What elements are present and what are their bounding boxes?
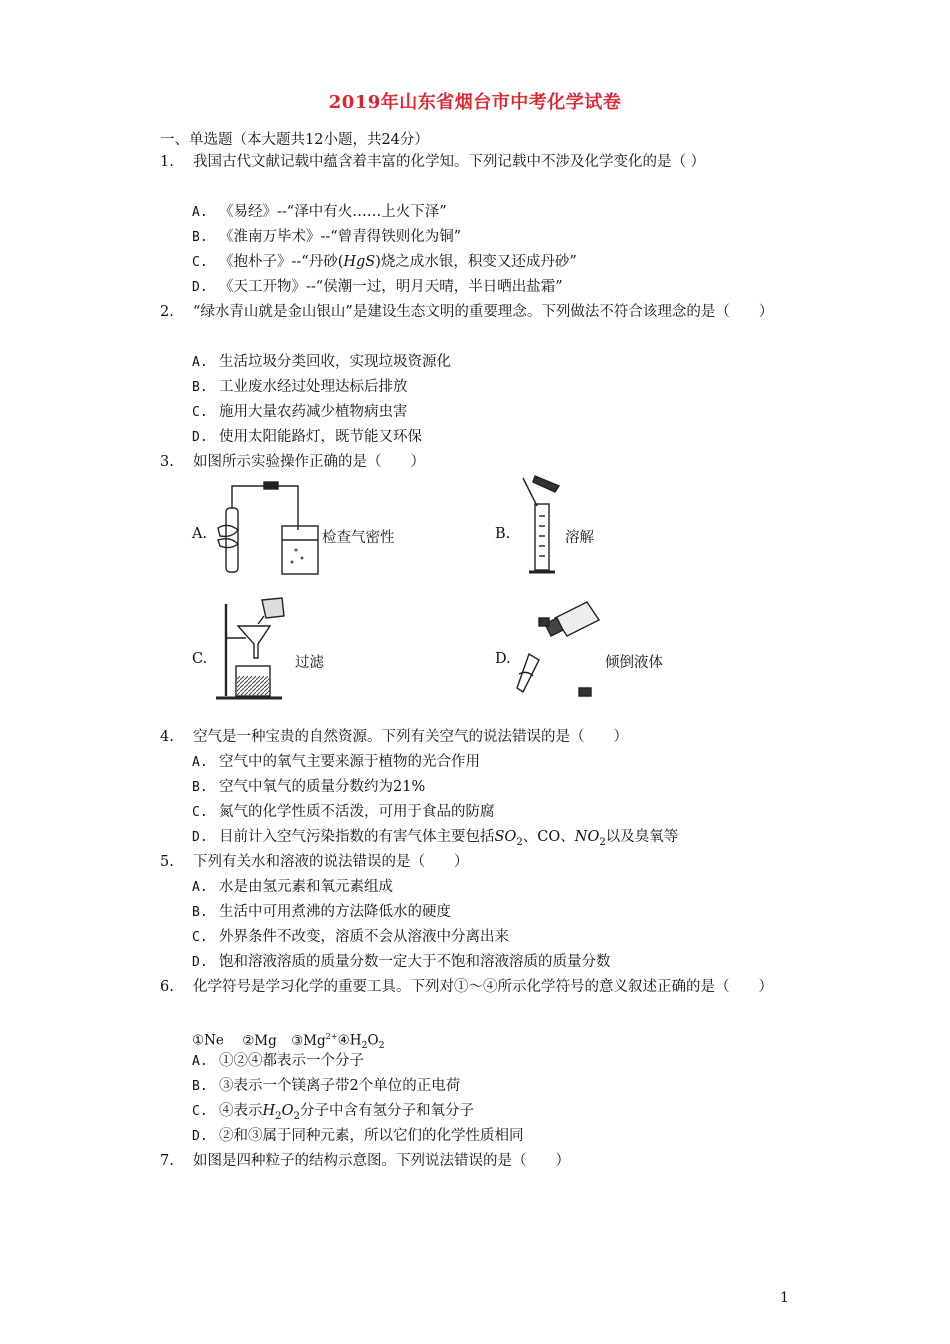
option-label: D. bbox=[192, 1129, 208, 1144]
question-3 bbox=[160, 450, 800, 475]
option-text: 《易经》--“泽中有火……上火下泽” bbox=[219, 204, 447, 220]
option-text: 分子中含有氢分子和氧分子 bbox=[299, 1103, 474, 1119]
symbol-subscript: 2 bbox=[378, 1040, 385, 1052]
option-text: 《淮南万毕术》--“曾青得铁则化为铜” bbox=[219, 229, 462, 245]
formula-o: O bbox=[281, 1103, 294, 1119]
option-text: 施用大量农药减少植物病虫害 bbox=[219, 404, 408, 420]
airtightness-check-figure bbox=[212, 480, 320, 580]
question-number: 4. bbox=[160, 729, 174, 745]
page-number: 1 bbox=[780, 1290, 789, 1306]
option-text: 空气中氧气的质量分数约为 bbox=[219, 779, 393, 795]
question-7 bbox=[160, 1149, 800, 1174]
option-text: )烧之成水银，积变又还成丹砂” bbox=[375, 254, 577, 270]
option-2b bbox=[192, 375, 408, 400]
option-4c bbox=[192, 800, 495, 825]
option-label: B. bbox=[192, 380, 208, 395]
section-heading: 一、单选题（本大题共12小题，共24分） bbox=[160, 132, 429, 148]
percent-value: 21% bbox=[393, 779, 426, 795]
option-text: 、CO、 bbox=[522, 829, 575, 845]
question-text: 下列有关水和溶液的说法错误的是（ ） bbox=[193, 854, 469, 870]
formula-no: NO bbox=[574, 829, 600, 845]
option-6b bbox=[192, 1074, 460, 1099]
option-4b bbox=[192, 775, 425, 800]
option-text: 以及臭氧等 bbox=[605, 829, 679, 845]
option-text: 外界条件不改变，溶质不会从溶液中分离出来 bbox=[219, 929, 509, 945]
option-label: B. bbox=[192, 1079, 208, 1094]
question-1 bbox=[160, 150, 800, 175]
option-text: ①②④都表示一个分子 bbox=[219, 1053, 364, 1069]
question-number: 1. bbox=[160, 154, 174, 170]
question-number: 6. bbox=[160, 979, 174, 995]
option-6d bbox=[192, 1124, 524, 1149]
question-text: 我国古代文献记载中蕴含着丰富的化学知。下列记载中不涉及化学变化的是（ ） bbox=[193, 154, 706, 170]
question-2 bbox=[160, 300, 800, 325]
option-1a bbox=[192, 200, 447, 225]
page-title: 2019年山东省烟台市中考化学试卷 bbox=[328, 92, 622, 113]
symbol-2: ②Mg bbox=[242, 1032, 277, 1049]
question-6 bbox=[160, 975, 800, 1000]
option-label: B. bbox=[192, 780, 208, 795]
question-number: 7. bbox=[160, 1153, 174, 1169]
option-5a bbox=[192, 875, 393, 900]
figure-caption-a: 检查气密性 bbox=[322, 530, 395, 546]
figure-caption-b: 溶解 bbox=[565, 530, 594, 546]
option-6a bbox=[192, 1049, 364, 1074]
option-text: 空气中的氧气主要来源于植物的光合作用 bbox=[219, 754, 480, 770]
figure-label-b: B. bbox=[495, 526, 511, 542]
option-label: A. bbox=[192, 755, 208, 770]
option-text: 饱和溶液溶质的质量分数一定大于不饱和溶液溶质的质量分数 bbox=[219, 954, 611, 970]
dissolving-figure bbox=[515, 474, 565, 580]
option-label: D. bbox=[192, 280, 208, 295]
formula-h: H bbox=[262, 1103, 276, 1119]
option-label: C. bbox=[192, 930, 208, 945]
option-text: ④表示 bbox=[219, 1103, 263, 1119]
option-2d bbox=[192, 425, 422, 450]
option-label: C. bbox=[192, 805, 208, 820]
option-5c bbox=[192, 925, 509, 950]
question-5 bbox=[160, 850, 800, 875]
option-label: A. bbox=[192, 1054, 208, 1069]
option-1d bbox=[192, 275, 563, 300]
question-number: 2. bbox=[160, 304, 174, 320]
formula-subscript: 2 bbox=[275, 1110, 282, 1122]
formula-so: SO bbox=[494, 829, 517, 845]
option-text: 生活垃圾分类回收，实现垃圾资源化 bbox=[219, 354, 451, 370]
option-1c bbox=[192, 250, 577, 275]
option-text: ②和③属于同种元素，所以它们的化学性质相同 bbox=[219, 1128, 524, 1144]
option-label: C. bbox=[192, 405, 208, 420]
option-text: 水是由氢元素和氧元素组成 bbox=[219, 879, 393, 895]
formula-hgs: HgS bbox=[343, 254, 376, 270]
formula-subscript: 2 bbox=[599, 836, 606, 848]
option-label: D. bbox=[192, 830, 208, 845]
symbol-4-o: O bbox=[367, 1032, 379, 1049]
symbol-1: ①Ne bbox=[192, 1032, 224, 1049]
formula-subscript: 2 bbox=[516, 836, 523, 848]
option-text: 《抱朴子》--“丹砂( bbox=[219, 254, 344, 270]
option-2a bbox=[192, 350, 451, 375]
option-text: 工业废水经过处理达标后排放 bbox=[219, 379, 408, 395]
figure-label-a: A. bbox=[192, 526, 208, 542]
option-label: A. bbox=[192, 880, 208, 895]
question-text: 如图是四种粒子的结构示意图。下列说法错误的是（ ） bbox=[193, 1153, 570, 1169]
figure-label-d: D. bbox=[495, 651, 511, 667]
option-text: ③表示一个镁离子带2个单位的正电荷 bbox=[219, 1078, 461, 1094]
option-label: D. bbox=[192, 430, 208, 445]
question-number: 3. bbox=[160, 454, 174, 470]
symbol-4: ④H bbox=[337, 1032, 362, 1049]
option-5d bbox=[192, 950, 611, 975]
option-4a bbox=[192, 750, 480, 775]
question-text: “绿水青山就是金山银山”是建设生态文明的重要理念。下列做法不符合该理念的是（ ） bbox=[193, 304, 774, 320]
option-text: 目前计入空气污染指数的有害气体主要包括 bbox=[219, 829, 495, 845]
figure-label-c: C. bbox=[192, 651, 208, 667]
option-label: D. bbox=[192, 955, 208, 970]
option-label: A. bbox=[192, 205, 208, 220]
option-label: B. bbox=[192, 230, 208, 245]
symbol-superscript: 2+ bbox=[325, 1031, 338, 1041]
option-text: 《天工开物》--“侯潮一过，明月天晴，半日晒出盐霜” bbox=[219, 279, 563, 295]
option-label: A. bbox=[192, 355, 208, 370]
pouring-liquid-figure bbox=[515, 596, 605, 704]
question-text: 空气是一种宝贵的自然资源。下列有关空气的说法错误的是（ ） bbox=[193, 729, 628, 745]
figure-caption-c: 过滤 bbox=[295, 655, 324, 671]
question-number: 5. bbox=[160, 854, 174, 870]
option-text: 氮气的化学性质不活泼，可用于食品的防腐 bbox=[219, 804, 495, 820]
question-text: 如图所示实验操作正确的是（ ） bbox=[193, 454, 425, 470]
question-text: 化学符号是学习化学的重要工具。下列对①～④所示化学符号的意义叙述正确的是（ ） bbox=[193, 979, 773, 995]
symbol-subscript: 2 bbox=[361, 1040, 368, 1052]
option-label: B. bbox=[192, 905, 208, 920]
symbol-3: ③Mg bbox=[291, 1032, 326, 1049]
option-label: C. bbox=[192, 255, 208, 270]
option-5b bbox=[192, 900, 451, 925]
option-2c bbox=[192, 400, 408, 425]
formula-subscript: 2 bbox=[293, 1110, 300, 1122]
filtration-figure bbox=[212, 596, 292, 704]
option-text: 生活中可用煮沸的方法降低水的硬度 bbox=[219, 904, 451, 920]
figure-caption-d: 倾倒液体 bbox=[605, 655, 663, 671]
option-label: C. bbox=[192, 1104, 208, 1119]
option-text: 使用太阳能路灯，既节能又环保 bbox=[219, 429, 422, 445]
question-4 bbox=[160, 725, 800, 750]
option-1b bbox=[192, 225, 461, 250]
